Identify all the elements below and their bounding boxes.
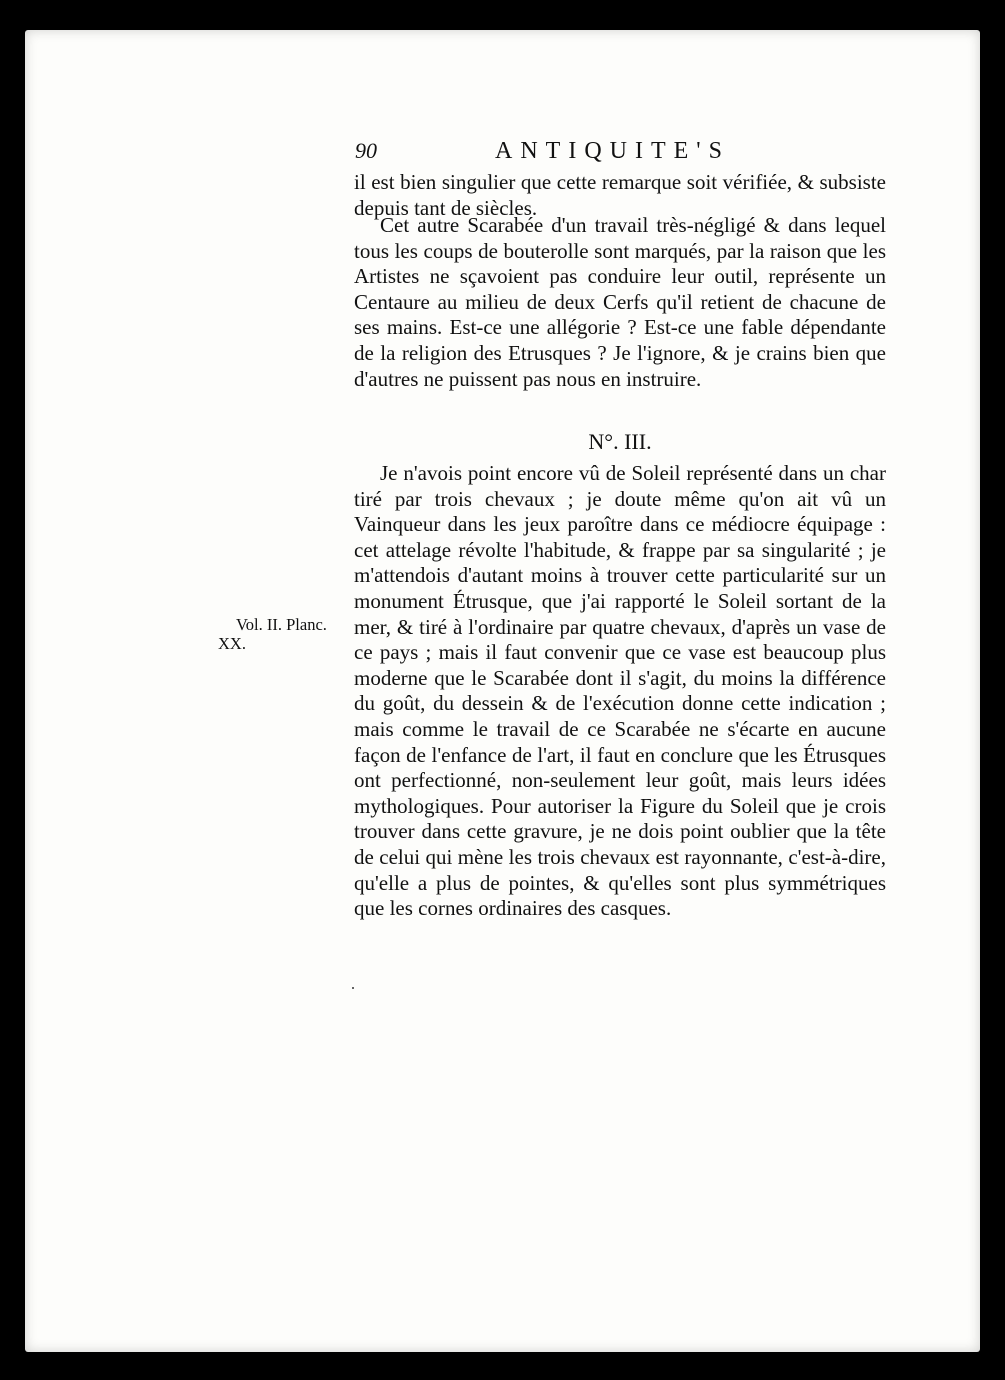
book-page [25,30,980,1352]
page-number: 90 [355,138,377,163]
page-header [355,136,885,166]
paragraph-text: il est bien singulier que cette remarque soit vérifiée, & subsiste depuis tant de siècles. [354,170,886,220]
margin-reference [218,615,358,653]
paragraph-text: Je n'avois point encore vû de Soleil représenté dans un char tiré par trois chevaux ; je doute même qu'on ait vû un Vainqueur dans les jeux paroître dans ce médiocre équipage : cet attelage révolte l'habitude, & frappe par sa singularité ; je m'attendois d'autant moins à trouver cette particularité sur un monument Étrusque, que j'ai rapporté le Soleil sortant de la mer, & tiré à l'ordinaire par quatre chevaux, d'après un vase de ce pays ; mais il faut convenir que ce vase est beaucoup plus moderne que le Scarabée dont il s'agit, du moins la différence du goût, du dessein & de l'exécution donne cette indication ; mais comme le travail de ce Scarabée ne s'écarte en aucune façon de l'enfance de l'art, il faut en conclure que les Étrusques ont perfectionné, non-seulement leur goût, mais leurs idées mythologiques. Pour autoriser la Figure du Soleil que je crois trouver dans cette gravure, je ne dois point oublier que la tête de celui qui mène les trois chevaux est rayonnante, c'est-à-dire, qu'elle a plus de pointes, & qu'elles sont plus symmétriques que les cornes ordinaires des casques. [354,461,886,921]
paragraph-centaur-scarab [354,213,886,392]
margin-reference-line: Vol. II. Planc. [236,615,327,634]
ink-speck [352,987,354,989]
paragraph-sun-chariot [354,461,886,922]
running-title: ANTIQUITE'S [495,138,730,164]
margin-reference-line: XX. [218,634,246,653]
section-heading: N°. III. [588,429,652,454]
paragraph-text: Cet autre Scarabée d'un travail très-négligé & dans lequel tous les coups de bouterolle sont marqués, par la raison que les Artistes ne sçavoient pas conduire leur outil, représente un Centaure au milieu de deux Cerfs qu'il retient de chacune de ses mains. Est-ce une allégorie ? Est-ce une fable dépendante de la religion des Etrusques ? Je l'ignore, & je crains bien que d'autres ne puissent pas nous en instruire. [354,213,886,391]
